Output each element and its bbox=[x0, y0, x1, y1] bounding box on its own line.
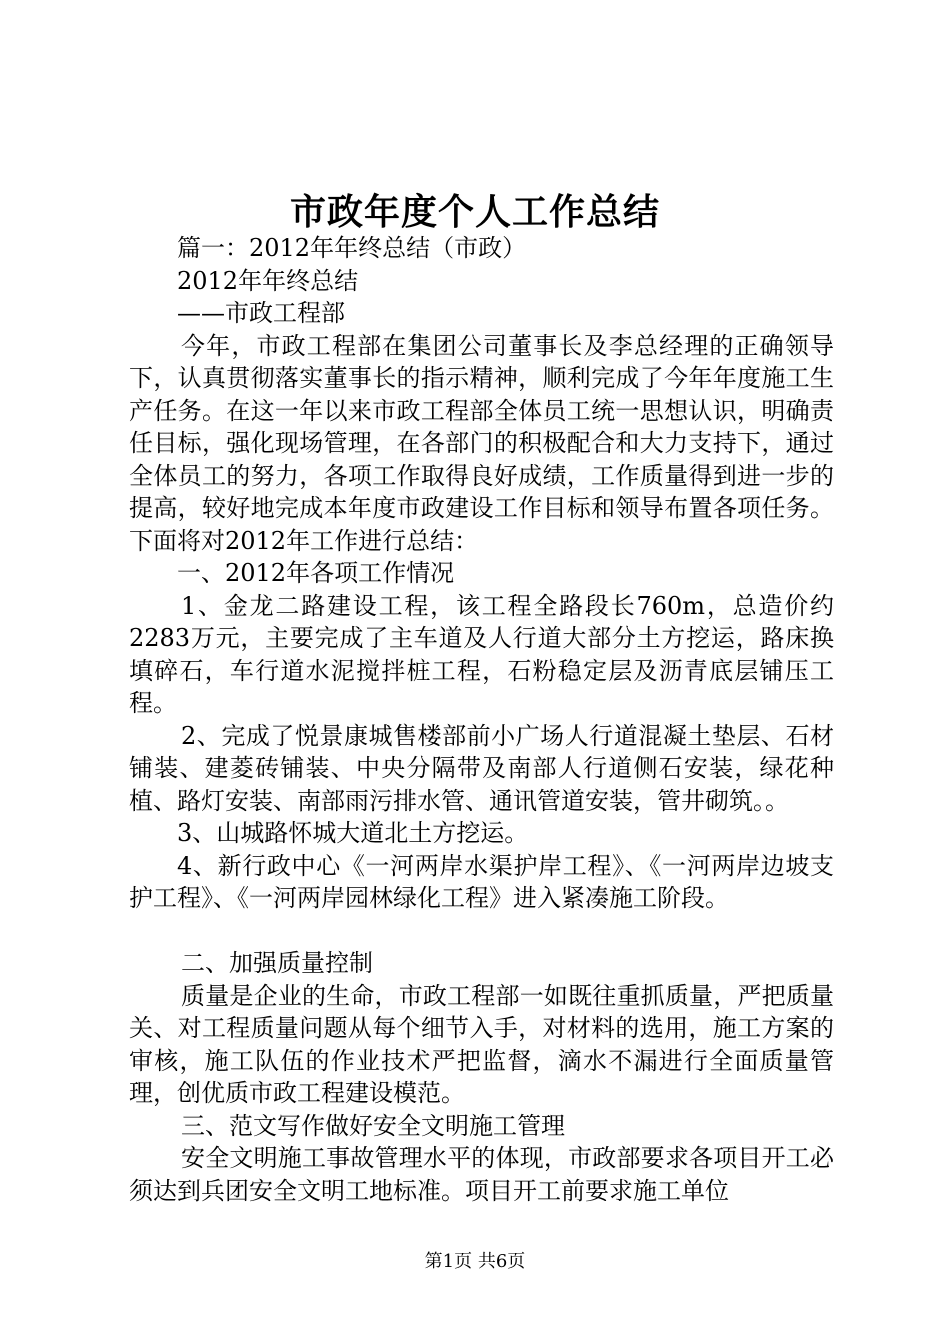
paragraph-quality: 质量是企业的生命，市政工程部一如既往重抓质量，严把质量关、对工程质量问题从每个细节入手，对材料的选用，施工方案的审核，施工队伍的作业技术严把监督，滴水不漏进行全面质量管理，创优质市政工程建设模范。 bbox=[129, 981, 834, 1107]
paragraph-item-1: 1、金龙二路建设工程，该工程全路段长760m，总造价约2283万元，主要完成了主车道及人行道大部分土方挖运，路床换填碎石，车行道水泥搅拌桩工程，石粉稳定层及沥青底层铺压工程。 bbox=[129, 591, 834, 717]
page-footer: 第1页 共6页 bbox=[424, 1251, 526, 1272]
paragraph-safety: 安全文明施工事故管理水平的体现，市政部要求各项目开工必须达到兵团安全文明工地标准。项目开工前要求施工单位 bbox=[129, 1144, 834, 1205]
paragraph-intro: 今年，市政工程部在集团公司董事长及李总经理的正确领导下，认真贯彻落实董事长的指示精神，顺利完成了今年年度施工生产任务。在这一年以来市政工程部全体员工统一思想认识，明确责任目标，强化现场管理，在各部门的积极配合和大力支持下，通过全体员工的努力，各项工作取得良好成绩，工作质量得到进一步的提高，较好地完成本年度市政建设工作目标和领导布置各项任务。下面将对2012年工作进行总结： bbox=[129, 331, 834, 555]
paragraph-subtitle: 2012年年终总结 bbox=[177, 266, 359, 295]
blank-line bbox=[129, 915, 834, 948]
paragraph-department: ——市政工程部 bbox=[177, 299, 345, 327]
paragraph-section-2-title: 二、加强质量控制 bbox=[181, 949, 373, 977]
paragraph-section-3-title: 三、范文写作做好安全文明施工管理 bbox=[181, 1111, 565, 1140]
document-body bbox=[129, 232, 834, 1207]
paragraph-item-3: 3、山城路怀城大道北土方挖运。 bbox=[177, 819, 529, 847]
document-title: 市政年度个人工作总结 bbox=[289, 191, 660, 233]
paragraph-item-4: 4、新行政中心《一河两岸水渠护岸工程》、《一河两岸边坡支护工程》、《一河两岸园林绿化工程》进入紧凑施工阶段。 bbox=[129, 851, 834, 912]
paragraph-section-1-title: 一、2012年各项工作情况 bbox=[177, 559, 455, 587]
paragraph-item-2: 2、完成了悦景康城售楼部前小广场人行道混凝土垫层、石材铺装、建菱砖铺装、中央分隔带及南部人行道侧石安装，绿花种植、路灯安装、南部雨污排水管、通讯管道安装，管井砌筑。。 bbox=[129, 721, 834, 815]
paragraph-heading-1: 篇一：2012年年终总结（市政） bbox=[177, 234, 527, 262]
